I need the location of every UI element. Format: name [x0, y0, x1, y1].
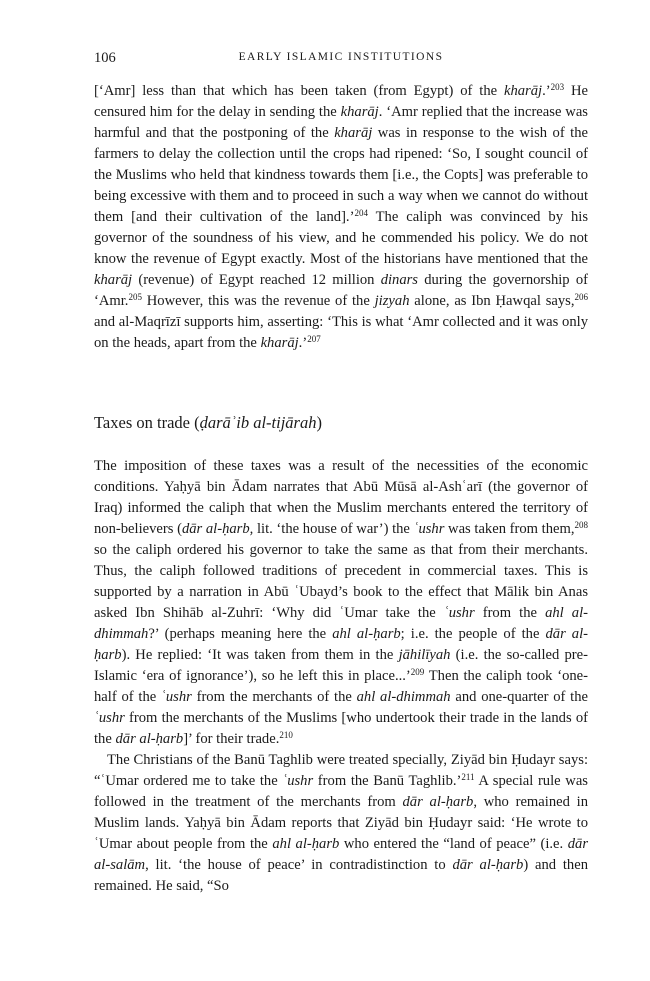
italic-term: dār al-ḥarb: [402, 794, 474, 810]
footnote-ref: 206: [574, 292, 588, 302]
text-run: The Christians of the Banū Taghlib were treated specially, Ziyād bin Ḥudayr says: “ʿUmar ordered me to take the: [94, 752, 588, 789]
italic-term: dār al-ḥarb: [452, 857, 524, 873]
text-run: ]’ for their trade.: [183, 731, 280, 747]
text-run: , lit. ‘the house of peace’ in contradistinction to: [145, 857, 453, 873]
text-run: However, this was the revenue of the: [141, 293, 375, 309]
text-run: alone, as Ibn Ḥawqal says,: [409, 293, 575, 309]
footnote-ref: 208: [574, 520, 589, 530]
italic-term: dinars: [380, 272, 418, 288]
italic-term: ʿushr: [161, 689, 192, 705]
italic-term: dār al-ḥarb: [115, 731, 184, 747]
paragraph-banu-taghlib: [94, 750, 588, 897]
footnote-ref: 203: [550, 82, 565, 92]
italic-term: jāhilīyah: [398, 647, 451, 663]
running-title: EARLY ISLAMIC INSTITUTIONS: [238, 51, 444, 63]
footnote-ref: 209: [410, 667, 425, 677]
text-run: [‘Amr] less than that which has been taken (from Egypt) of the: [94, 83, 504, 99]
text-run: from the merchants of the Muslims [who undertook their trade in the lands of the: [94, 710, 588, 747]
text-run: Then the caliph took ‘one-half of the: [94, 668, 589, 705]
italic-term: kharāj: [94, 272, 133, 288]
footnote-ref: 207: [307, 334, 321, 344]
section-heading-taxes-on-trade: [94, 412, 588, 434]
italic-term: ahl al-ḥarb: [332, 626, 401, 642]
footnote-ref: 204: [354, 208, 368, 218]
paragraph-kharaj: [94, 81, 588, 354]
italic-term: dār al-ḥarb: [94, 626, 589, 663]
italic-term: ahl al-dhimmah: [356, 689, 451, 705]
italic-term: ahl al-dhimmah: [94, 605, 588, 642]
running-head: [94, 50, 588, 70]
text-run: ). He replied: ‘It was taken from them in the: [121, 647, 399, 663]
italic-term: kharāj: [340, 104, 379, 120]
text-run: during the governorship of ‘Amr.: [94, 272, 588, 309]
italic-term: kharāj: [260, 335, 299, 351]
footnote-ref: 211: [461, 772, 475, 782]
italic-term: ʿushr: [443, 605, 475, 621]
text-run: Taxes on trade (: [94, 413, 200, 432]
text-run: ; i.e. the people of the: [400, 626, 546, 642]
text-run: was taken from them,: [444, 521, 575, 537]
text-run: A special rule was followed in the treatment of the merchants from: [94, 773, 588, 810]
text-run: .’: [542, 83, 551, 99]
text-run: . ‘Amr replied that the increase was harmful and that the postponing of the: [94, 104, 588, 141]
text-block-taxes-on-trade: [94, 456, 588, 897]
text-run: from the merchants of the: [191, 689, 357, 705]
italic-term: jizyah: [374, 293, 410, 309]
text-run: , who remained in Muslim lands. Yaḥyā bin Ādam reports that Ziyād bin Ḥudayr said: ‘He wrote to ʿUmar about people from the: [94, 794, 588, 852]
text-run: lit. ‘the house of war’) the: [253, 521, 414, 537]
text-run: ): [316, 413, 322, 432]
paragraph-trade-taxes: [94, 456, 588, 750]
text-run: The caliph was convinced by his governor of the soundness of his view, and he commended his policy. We do not know the revenue of Egypt exactly. Most of the historians have mentioned that the: [94, 209, 588, 267]
text-run: and al-Maqrīzī supports him, asserting: ‘This is what ‘Amr collected and it was only on the heads, apart from the: [94, 314, 588, 351]
text-run: ) and then remained. He said, “So: [94, 857, 588, 894]
footnote-ref: 205: [128, 292, 142, 302]
italic-term: dār al-salām: [94, 836, 589, 873]
text-run: so the caliph ordered his governor to take the same as that from their merchants. Thus, the caliph followed traditions of precedent in commercial taxes. This is supported by a narration in Abū ʿUbayd’s book to the effect that Mālik bin Anas asked Ibn Shihāb al-Zuhrī: ‘Why did ʿUmar take the: [94, 542, 588, 621]
text-run: (i.e. the so-called pre-Islamic ‘era of ignorance’), so he left this in place...’: [94, 647, 588, 684]
text-run: (revenue) of Egypt reached 12 million: [132, 272, 381, 288]
italic-term: ʿushr: [282, 773, 314, 789]
page-number: 106: [94, 50, 116, 66]
text-run: was in response to the wish of the farmers to delay the collection until the crops had ripened: ‘So, I sought council of the Muslims who held that kindness towards them [i.e., the Copts] was preferable to being excessive with them and to proceed in such a way when we cannot do without them [and their cultivation of the land].’: [94, 125, 588, 225]
footnote-ref: 210: [279, 730, 293, 740]
italic-term: dār al-ḥarb,: [181, 521, 254, 537]
italic-term: ahl al-ḥarb: [272, 836, 340, 852]
text-run: ?’ (perhaps meaning here the: [148, 626, 333, 642]
text-run: who entered the “land of peace” (i.e.: [339, 836, 568, 852]
italic-term: kharāj: [334, 125, 373, 141]
text-run: He censured him for the delay in sending the: [94, 83, 589, 120]
italic-term: ʿushr: [413, 521, 445, 537]
italic-term: ʿushr: [94, 710, 125, 726]
text-run: from the: [474, 605, 546, 621]
italic-term: ḍarāʾib al-tijārah: [199, 413, 317, 432]
text-run: and one-quarter of the: [450, 689, 589, 705]
text-run: .’: [298, 335, 308, 351]
text-run: The imposition of these taxes was a result of the necessities of the economic conditions. Yaḥyā bin Ādam narrates that Abū Mūsā al-Ashʿarī (the governor of Iraq) informed the caliph that when the Muslim merchants entered the territory of non-believers (: [94, 458, 588, 537]
italic-term: kharāj: [503, 83, 543, 99]
text-block-egypt-revenue: [94, 81, 588, 354]
text-run: from the Banū Taghlib.’: [313, 773, 462, 789]
